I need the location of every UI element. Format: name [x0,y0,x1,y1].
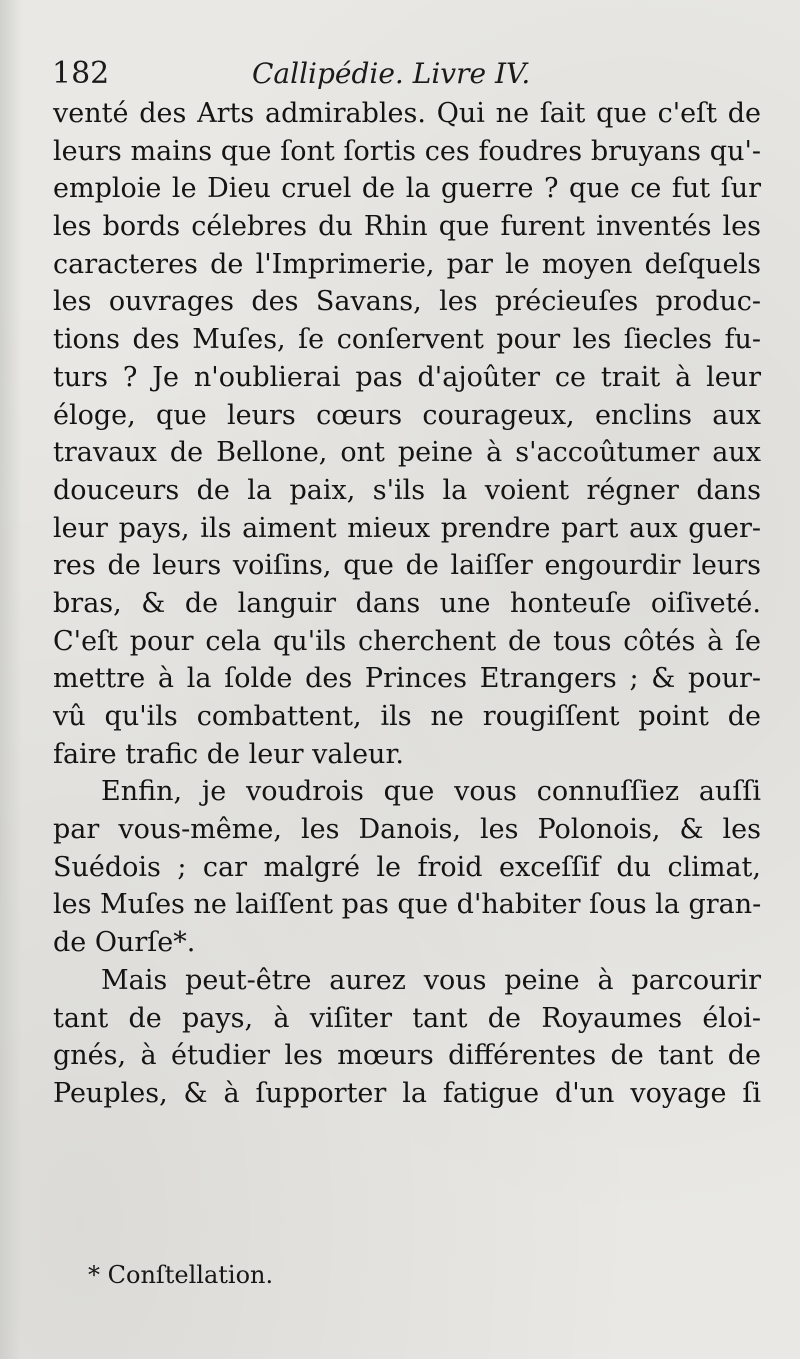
text-line: C'eſt pour cela qu'ils cherchent de tous côtés à ſe [53,625,761,657]
page-number: 182 [52,56,110,91]
running-head: Callipédie. Livre IV. [252,57,531,90]
text-line: venté des Arts admirables. Qui ne ſait que c'eſt de [53,98,761,129]
text-line: leurs mains que ſont ſortis ces foudres bruyans qu'- [53,135,761,167]
page-gutter-shadow [0,0,22,1359]
text-line: turs ? Je n'oublierai pas d'ajoûter ce trait à leur [53,361,761,393]
text-line: Suédois ; car malgré le froid exceſſif du climat, [53,851,761,883]
page-header [52,54,762,98]
body-text [53,95,761,1113]
text-line: vû qu'ils combattent, ils ne rougiſſent point de [53,701,761,732]
text-line: tant de pays, à viſiter tant de Royaumes éloi- [53,1002,761,1034]
text-line: mettre à la ſolde des Princes Etrangers ; & pour- [53,663,761,695]
text-line: Mais peut-être aurez vous peine à parcourir [101,964,761,996]
text-line: emploie le Dieu cruel de la guerre ? que ce fut ſur [53,173,761,205]
text-line: res de leurs voiſins, que de laiſſer engourdir leurs [53,550,761,582]
text-line: éloge, que leurs cœurs courageux, enclins aux [53,399,761,431]
text-line: travaux de Bellone, ont peine à s'accoûtumer aux [53,437,761,469]
text-line: les bords célebres du Rhin que furent inventés les [53,211,761,243]
text-line: bras, & de languir dans une honteuſe oiſiveté. [53,587,761,619]
text-line: leur pays, ils aiment mieux prendre part aux guer- [53,512,761,544]
text-line: douceurs de la paix, s'ils la voient régner dans [53,474,761,506]
text-line: gnés, à étudier les mœurs différentes de tant de [53,1040,761,1072]
text-line: les ouvrages des Savans, les précieuſes produc- [53,286,761,318]
text-line: caracteres de l'Imprimerie, par le moyen deſquels [53,248,761,280]
text-line: Enfin, je voudrois que vous connuſſiez auſſi [101,776,761,808]
text-line: Peuples, & à ſupporter la fatigue d'un voyage ſi [53,1077,761,1109]
footnote: * Conſtellation. [88,1261,274,1289]
text-line: par vous-même, les Danois, les Polonois, & les [53,814,761,846]
text-line: tions des Muſes, ſe conſervent pour les ſiecles fu- [53,324,761,356]
text-line: les Muſes ne laiſſent pas que d'habiter ſous la gran- [53,889,762,921]
text-line: faire trafic de leur valeur. [53,738,404,770]
text-line: de Ourſe*. [53,927,196,959]
